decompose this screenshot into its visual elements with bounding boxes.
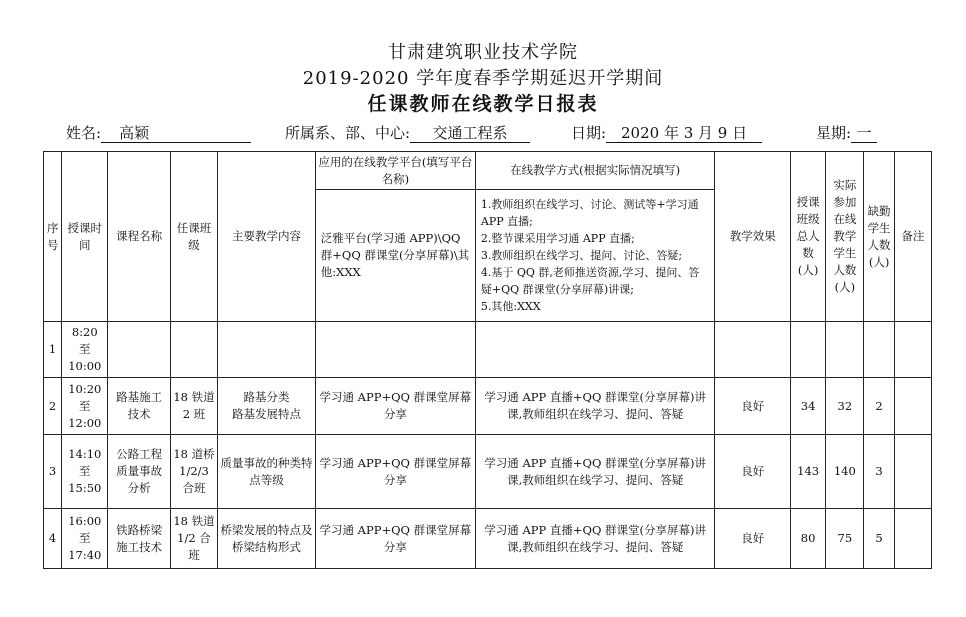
cell-course: 路基施工技术 xyxy=(108,378,170,435)
cell-effect: 良好 xyxy=(715,378,791,435)
header-row-1 xyxy=(44,152,932,190)
cell-actual: 75 xyxy=(826,509,864,569)
cell-content: 质量事故的种类特点等级 xyxy=(218,435,316,509)
weekday-value: 一 xyxy=(851,124,877,143)
cell-seq: 3 xyxy=(44,435,62,509)
cell-effect: 良好 xyxy=(715,435,791,509)
cell-platform: 学习通 APP+QQ 群课堂屏幕分享 xyxy=(315,509,475,569)
cell-absent: 3 xyxy=(864,435,894,509)
cell-total: 143 xyxy=(790,435,825,509)
cell-remark xyxy=(894,509,931,569)
date-value: 2020 年 3 月 9 日 xyxy=(606,124,762,143)
report-table xyxy=(43,151,932,569)
cell-platform: 学习通 APP+QQ 群课堂屏幕分享 xyxy=(315,378,475,435)
weekday-label: 星期: xyxy=(816,124,852,142)
col-platform-header: 应用的在线教学平台(填写平台名称) xyxy=(315,152,475,190)
cell-remark xyxy=(894,322,931,378)
col-method-header: 在线教学方式(根据实际情况填写) xyxy=(475,152,715,190)
cell-class: 18 道桥 1/2/3 合班 xyxy=(170,435,217,509)
cell-actual: 32 xyxy=(826,378,864,435)
name-value: 高颖 xyxy=(101,124,251,143)
table-row xyxy=(44,322,932,378)
cell-platform xyxy=(315,322,475,378)
school-name: 甘肃建筑职业技术学院 xyxy=(388,42,578,63)
cell-class: 18 铁道 2 班 xyxy=(170,378,217,435)
cell-course xyxy=(108,322,170,378)
col-class-header: 任课班级 xyxy=(170,152,217,322)
cell-class: 18 铁道 1/2 合班 xyxy=(170,509,217,569)
method-example: 1.教师组织在线学习、讨论、测试等+学习通 APP 直播; 2.整节课采用学习通 APP 直播; 3.教师组织在线学习、提问、讨论、答疑; 4.基于 QQ 群,老师推送资源,学习、提问、答疑+QQ 群课堂(分享屏幕)讲课; 5.其他:XXX xyxy=(475,190,715,322)
cell-seq: 4 xyxy=(44,509,62,569)
cell-course: 铁路桥梁施工技术 xyxy=(108,509,170,569)
semester-title: 2019-2020 学年度春季学期延迟开学期间 xyxy=(302,68,664,89)
report-title: 任课教师在线教学日报表 xyxy=(367,93,599,115)
date-field xyxy=(571,122,762,143)
cell-platform: 学习通 APP+QQ 群课堂屏幕分享 xyxy=(315,435,475,509)
col-total-header: 授课班级总人数(人) xyxy=(790,152,825,322)
cell-seq: 1 xyxy=(44,322,62,378)
table-row xyxy=(44,435,932,509)
cell-class xyxy=(170,322,217,378)
cell-time: 10:20 至 12:00 xyxy=(62,378,108,435)
cell-method xyxy=(475,322,715,378)
cell-absent xyxy=(864,322,894,378)
platform-example: 泛雅平台(学习通 APP)\QQ 群+QQ 群课堂(分享屏幕)\其他:XXX xyxy=(315,190,475,322)
col-seq-header: 序号 xyxy=(44,152,62,322)
cell-course: 公路工程质量事故分析 xyxy=(108,435,170,509)
name-label: 姓名: xyxy=(66,124,102,142)
cell-time: 16:00 至 17:40 xyxy=(62,509,108,569)
cell-actual: 140 xyxy=(826,435,864,509)
cell-absent: 5 xyxy=(864,509,894,569)
col-absent-header: 缺勤学生人数(人) xyxy=(864,152,894,322)
cell-time: 14:10 至 15:50 xyxy=(62,435,108,509)
cell-effect xyxy=(715,322,791,378)
dept-field xyxy=(285,122,530,143)
table-row xyxy=(44,378,932,435)
table-row xyxy=(44,509,932,569)
name-field xyxy=(66,122,251,143)
cell-seq: 2 xyxy=(44,378,62,435)
cell-total: 34 xyxy=(790,378,825,435)
col-remark-header: 备注 xyxy=(894,152,931,322)
col-time-header: 授课时间 xyxy=(62,152,108,322)
cell-method: 学习通 APP 直播+QQ 群课堂(分享屏幕)讲课,教师组织在线学习、提问、答疑 xyxy=(475,509,715,569)
cell-method: 学习通 APP 直播+QQ 群课堂(分享屏幕)讲课,教师组织在线学习、提问、答疑 xyxy=(475,378,715,435)
col-course-header: 课程名称 xyxy=(108,152,170,322)
col-effect-header: 教学效果 xyxy=(715,152,791,322)
info-line xyxy=(0,122,966,144)
cell-content: 路基分类 路基发展特点 xyxy=(218,378,316,435)
cell-content: 桥梁发展的特点及桥梁结构形式 xyxy=(218,509,316,569)
col-content-header: 主要教学内容 xyxy=(218,152,316,322)
cell-content xyxy=(218,322,316,378)
cell-remark xyxy=(894,435,931,509)
cell-time: 8:20 至 10:00 xyxy=(62,322,108,378)
cell-absent: 2 xyxy=(864,378,894,435)
dept-label: 所属系、部、中心: xyxy=(285,124,411,142)
weekday-field xyxy=(816,122,877,143)
cell-actual xyxy=(826,322,864,378)
cell-method: 学习通 APP 直播+QQ 群课堂(分享屏幕)讲课,教师组织在线学习、提问、答疑 xyxy=(475,435,715,509)
cell-remark xyxy=(894,378,931,435)
cell-total xyxy=(790,322,825,378)
cell-effect: 良好 xyxy=(715,509,791,569)
cell-total: 80 xyxy=(790,509,825,569)
dept-value: 交通工程系 xyxy=(410,124,530,143)
date-label: 日期: xyxy=(571,124,607,142)
col-actual-header: 实际参加在线教学学生人数(人) xyxy=(826,152,864,322)
